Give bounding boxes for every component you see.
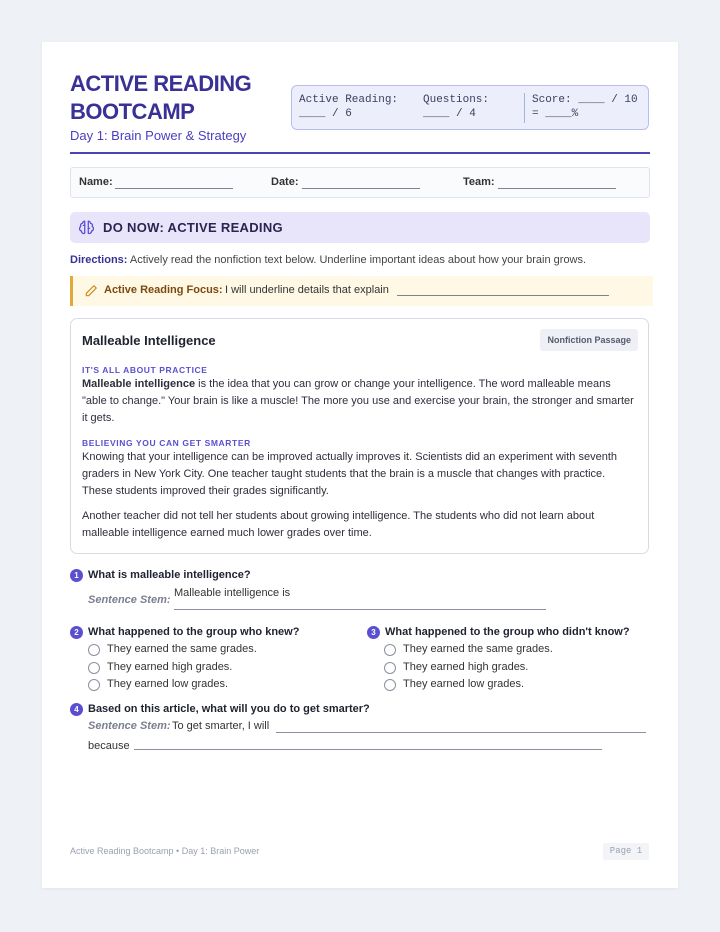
header-divider (70, 152, 650, 154)
student-info-row (70, 167, 650, 198)
date-field[interactable] (302, 188, 420, 189)
radio-option[interactable] (384, 662, 396, 674)
questions-score: Questions: ____ / 4 (423, 94, 490, 120)
do-now-title: DO NOW: ACTIVE READING (103, 220, 283, 235)
question-number: 2 (70, 626, 83, 639)
team-field[interactable] (498, 188, 616, 189)
do-now-banner (70, 212, 650, 243)
directions-text: Actively read the nonfiction text below. Underline important ideas about how your brain grows. (129, 254, 587, 266)
sentence-stem-label: Sentence Stem: (88, 594, 171, 606)
footer-text: Active Reading Bootcamp • Day 1: Brain Power (70, 846, 260, 856)
team-label: Team: (463, 176, 495, 188)
question-number: 4 (70, 703, 83, 716)
question-text: What is malleable intelligence? (88, 569, 251, 581)
question-text: Based on this article, what will you do to get smarter? (88, 703, 370, 715)
radio-option[interactable] (384, 644, 396, 656)
option-label: They earned high grades. (107, 661, 233, 673)
radio-option[interactable] (88, 679, 100, 691)
brain-icon (78, 219, 95, 236)
pencil-icon (84, 284, 98, 298)
score-divider (524, 93, 525, 123)
question-text: What happened to the group who knew? (88, 626, 300, 638)
page-title: ACTIVE READING BOOTCAMP (70, 71, 252, 124)
option-label: They earned the same grades. (403, 643, 553, 655)
passage-paragraph: Knowing that your intelligence can be improved actually improves it. Scientists did an experiment with seventh graders in New York City. One teacher taught students that the brain is a muscle that changes with practice. These students improved their grades significantly. (82, 451, 617, 497)
radio-option[interactable] (88, 662, 100, 674)
active-reading-score: Active Reading: ____ / 6 (299, 94, 399, 120)
answer-line[interactable] (134, 749, 602, 750)
radio-option[interactable] (88, 644, 100, 656)
focus-label: Active Reading Focus: (104, 284, 223, 296)
worksheet-page (42, 42, 678, 888)
page-subtitle: Day 1: Brain Power & Strategy (70, 128, 247, 143)
question-text: What happened to the group who didn't know? (385, 626, 630, 638)
name-label: Name: (79, 176, 113, 188)
radio-option[interactable] (384, 679, 396, 691)
option-label: They earned low grades. (403, 678, 525, 690)
passage-tag: Nonfiction Passage (540, 329, 638, 351)
directions (70, 254, 586, 266)
passage-paragraph: Another teacher did not tell her students about growing intelligence. The students who did not learn about malleable intelligence earned much lower grades over time. (82, 510, 595, 539)
option-label: They earned low grades. (107, 678, 229, 690)
total-score: Score: ____ / 10 = ____% (532, 94, 638, 120)
section-heading: IT'S ALL ABOUT PRACTICE (82, 365, 208, 375)
score-box (291, 85, 649, 130)
option-label: They earned the same grades. (107, 643, 257, 655)
directions-label: Directions: (70, 254, 128, 266)
name-field[interactable] (115, 188, 233, 189)
question-number: 3 (367, 626, 380, 639)
passage-title: Malleable Intelligence (82, 333, 216, 348)
reading-focus-callout (70, 276, 653, 306)
answer-line[interactable] (174, 609, 546, 610)
sentence-stem-text: To get smarter, I will (172, 720, 270, 732)
option-label: They earned high grades. (403, 661, 529, 673)
because-label: because (88, 740, 130, 752)
date-label: Date: (271, 176, 299, 188)
passage-paragraph: Malleable intelligence is the idea that you can grow or change your intelligence. The word malleable means "able to change." Your brain is like a muscle! The more you use and exercise your brain, the stronger and smarter it gets. (82, 378, 634, 424)
section-heading: BELIEVING YOU CAN GET SMARTER (82, 438, 251, 448)
page-number: Page 1 (603, 843, 649, 860)
question-number: 1 (70, 569, 83, 582)
sentence-stem-label: Sentence Stem: (88, 720, 171, 732)
sentence-stem-text: Malleable intelligence is (174, 587, 291, 599)
focus-text: I will underline details that explain (225, 284, 389, 296)
focus-answer-line[interactable] (397, 295, 609, 296)
passage-card (70, 318, 649, 554)
answer-line[interactable] (276, 732, 646, 733)
